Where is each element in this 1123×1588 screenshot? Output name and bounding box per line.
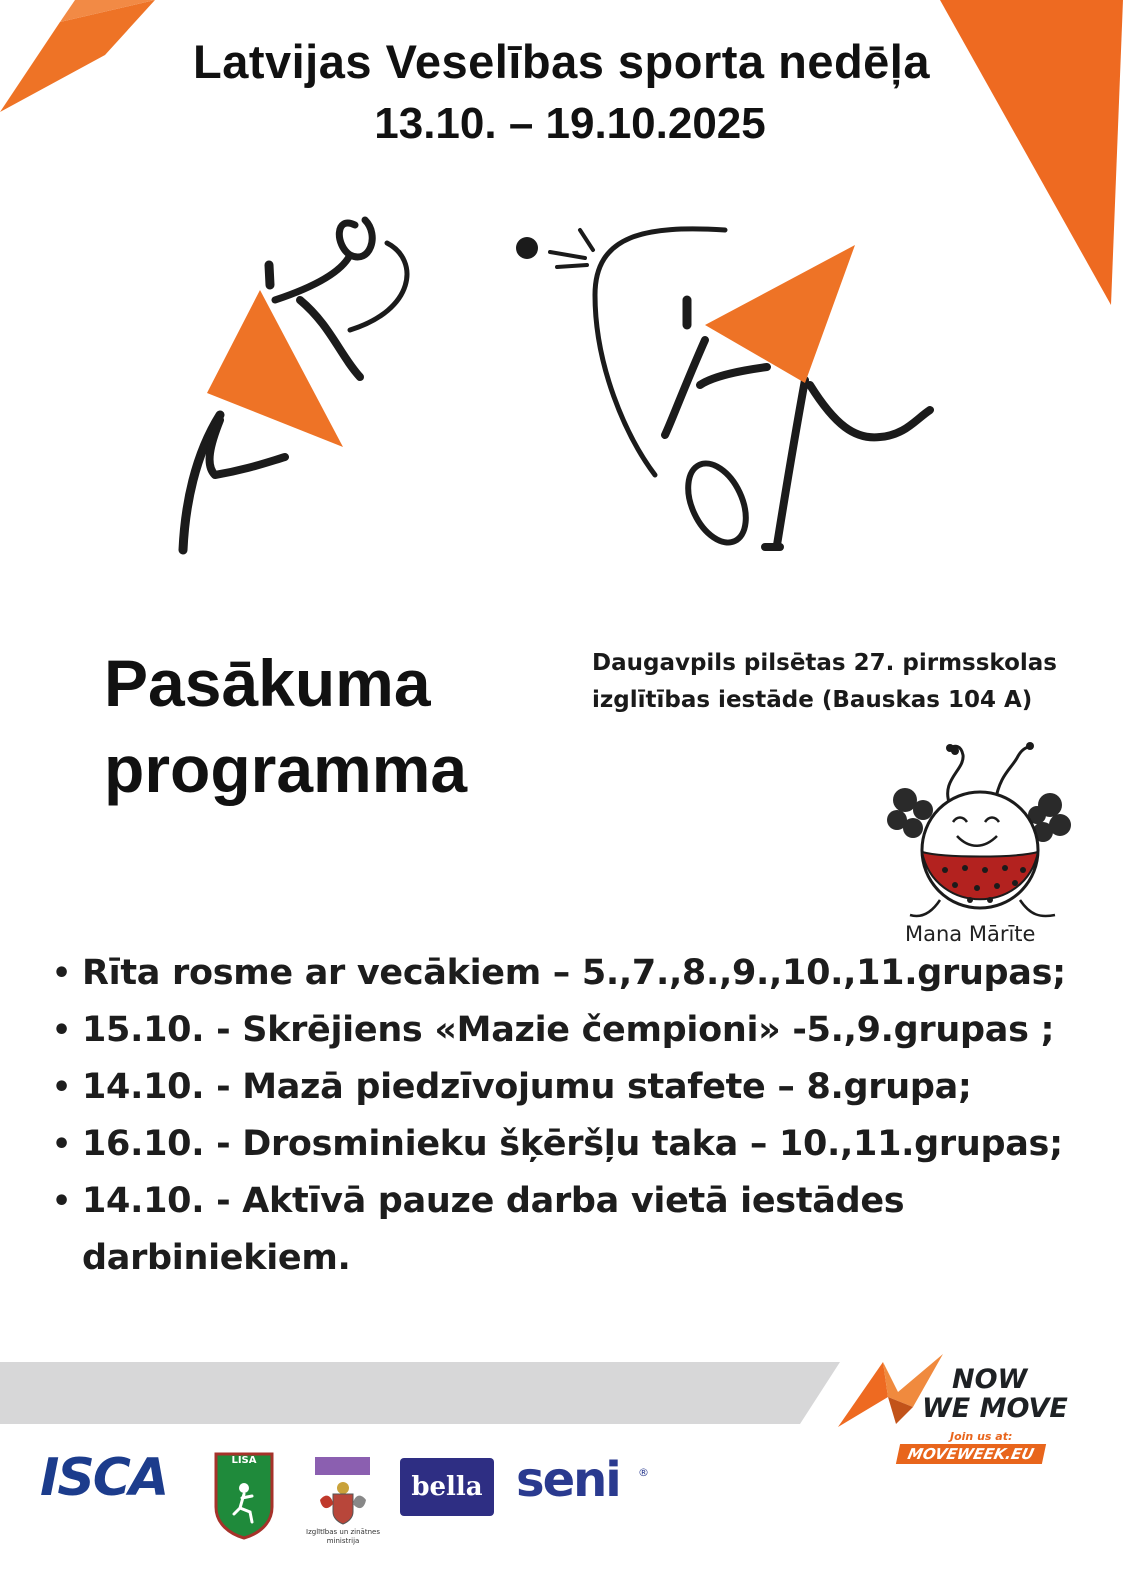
list-item: [46, 1116, 1116, 1173]
school-name-line1: Daugavpils pilsētas 27. pirmsskolas: [592, 650, 1057, 676]
sponsor-bella-logo: bella: [400, 1458, 494, 1516]
sponsor-lisa-text: LISA: [231, 1455, 257, 1466]
event-dates: 13.10. – 19.10.2025: [374, 99, 766, 148]
ministry-bar: [315, 1457, 370, 1475]
ladybug-logo-text: Mana Mārīte: [905, 922, 1036, 944]
bullet: •: [52, 1184, 71, 1219]
ministry-coat-of-arms-icon: [316, 1480, 370, 1526]
footer-bar: [0, 1362, 840, 1424]
program-item-text: 14.10. - Aktīvā pauze darba vietā iestādes darbiniekiem.: [82, 1181, 905, 1278]
program-item-text: Rīta rosme ar vecākiem – 5.,7.,8.,9.,10.,11.grupas;: [82, 953, 1066, 993]
program-heading-line2: programma: [104, 732, 468, 806]
program-item-text: 14.10. - Mazā piedzīvojumu stafete – 8.grupa;: [82, 1067, 972, 1107]
ladybug-icon: [885, 740, 1080, 945]
campaign-site-link[interactable]: MOVEWEEK.EU: [896, 1444, 1046, 1464]
event-title: Latvijas Veselības sporta nedēļa: [192, 35, 931, 88]
list-item: [46, 1059, 1116, 1116]
bullet: •: [52, 1070, 71, 1105]
list-item: [46, 1173, 962, 1287]
program-heading-line1: Pasākuma: [104, 646, 431, 720]
bullet: •: [52, 1127, 71, 1162]
ministry-caption: Izglītības un zinātnes ministrija: [306, 1528, 380, 1545]
sponsor-isca-logo: ISCA: [40, 1448, 168, 1508]
list-item: [46, 1002, 1116, 1059]
bullet: •: [52, 1013, 71, 1048]
tennis-player-icon: [505, 215, 940, 560]
list-item: [46, 945, 1116, 1002]
school-info: [592, 645, 1092, 719]
program-list: [46, 945, 1116, 1287]
school-name-line2: izglītības iestāde (Bauskas 104 A): [592, 687, 1033, 713]
campaign-join-text: Join us at:: [950, 1430, 1013, 1443]
program-item-text: 16.10. - Drosminieku šķēršļu taka – 10.,11.grupas;: [82, 1124, 1063, 1164]
registered-mark: ®: [638, 1466, 649, 1479]
campaign-line2: WE MOVE: [922, 1393, 1068, 1424]
bullet: •: [52, 956, 71, 991]
dancing-figure-icon: [165, 205, 425, 560]
program-heading: [104, 640, 564, 812]
sponsor-seni-logo: seni: [516, 1452, 620, 1508]
campaign-line1: NOW: [952, 1364, 1028, 1395]
program-item-text: 15.10. - Skrējiens «Mazie čempioni» -5.,9.grupas ;: [82, 1010, 1055, 1050]
